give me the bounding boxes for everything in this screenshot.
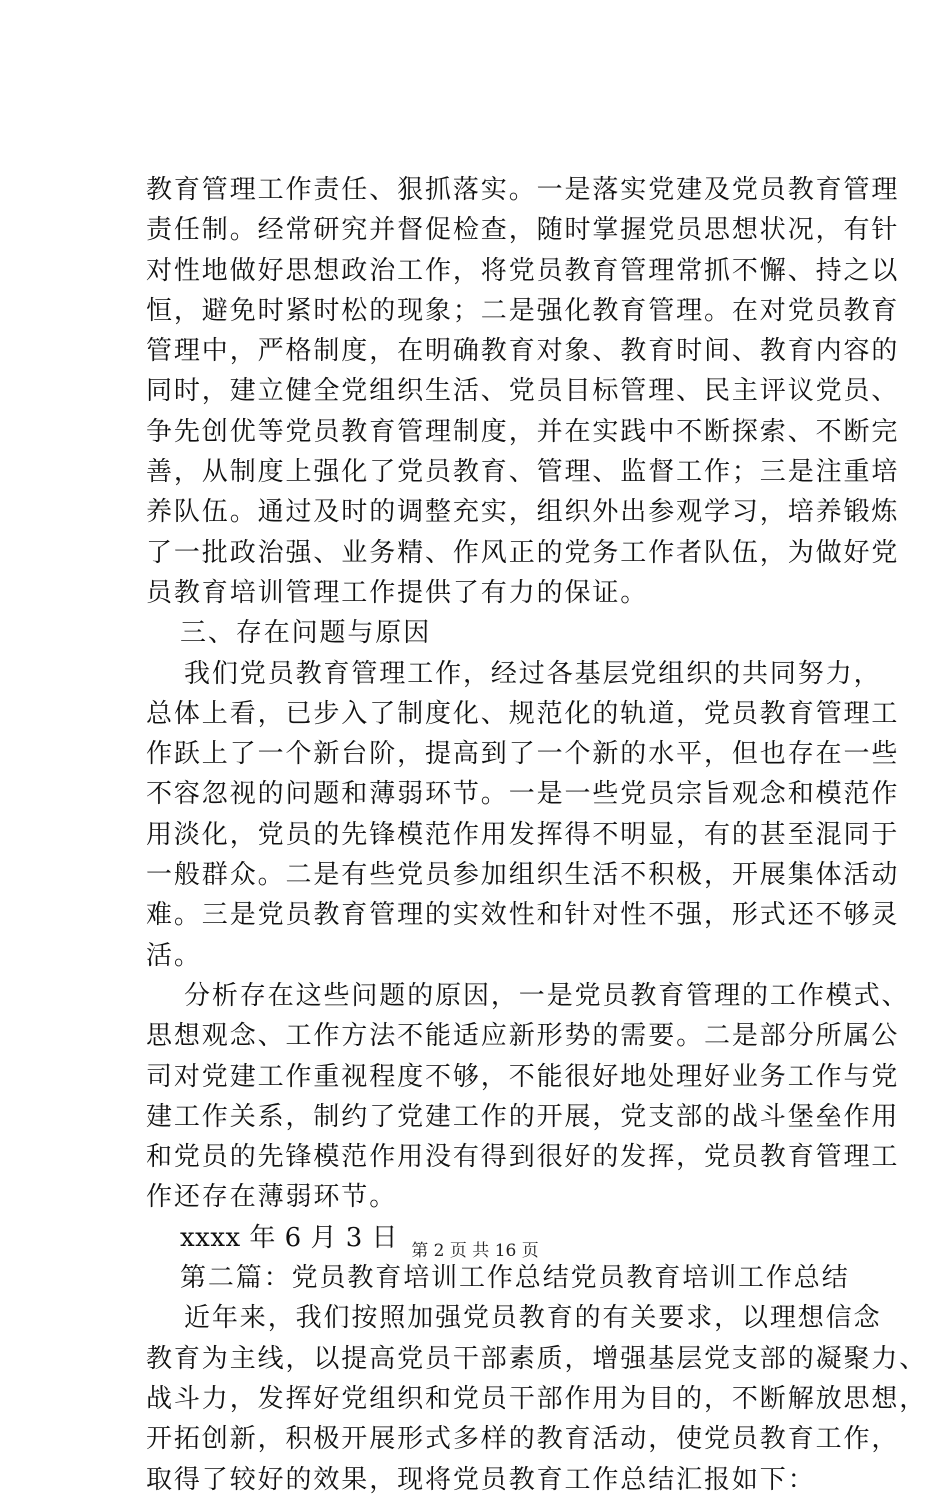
text-line: 总体上看，已步入了制度化、规范化的轨道，党员教育管理工 (146, 698, 900, 729)
text-line: 对性地做好思想政治工作，将党员教育管理常抓不懈、持之以 (146, 255, 900, 286)
text-line: 近年来，我们按照加强党员教育的有关要求，以理想信念 (184, 1303, 882, 1334)
text-line: 教育管理工作责任、狠抓落实。一是落实党建及党员教育管理 (146, 175, 900, 205)
text-line: 善，从制度上强化了党员教育、管理、监督工作；三是注重培 (146, 457, 900, 488)
text-line: 同时，建立健全党组织生活、党员目标管理、民主评议党员、 (146, 376, 900, 407)
text-line: 战斗力，发挥好党组织和党员干部作用为目的，不断解放思想， (146, 1383, 928, 1414)
text-line: 恒，避免时紧时松的现象；二是强化教育管理。在对党员教育 (146, 295, 900, 326)
document-body (146, 170, 928, 1500)
part-two-heading (146, 1258, 850, 1298)
text-line: 责任制。经常研究并督促检查，随时掌握党员思想状况，有针 (146, 215, 900, 246)
paragraph-problems (146, 654, 900, 976)
text-line: 用淡化，党员的先锋模范作用发挥得不明显，有的甚至混同于 (146, 819, 900, 850)
text-line: 争先创优等党员教育管理制度，并在实践中不断探索、不断完 (146, 416, 900, 447)
text-line: 分析存在这些问题的原因，一是党员教育管理的工作模式、 (184, 980, 910, 1011)
text-line: 了一批政治强、业务精、作风正的党务工作者队伍，为做好党 (146, 537, 900, 568)
date-text: xxxx 年 6 月 3 日 (180, 1222, 399, 1253)
paragraph-causes (146, 976, 910, 1218)
text-line: 作还存在薄弱环节。 (146, 1182, 398, 1213)
page-footer (0, 1240, 950, 1262)
text-line: 一般群众。二是有些党员参加组织生活不积极，开展集体活动 (146, 860, 900, 891)
text-line: 活。 (146, 940, 202, 971)
paragraph-intro (146, 1298, 928, 1499)
page-number: 第 2 页 共 16 页 (411, 1241, 539, 1261)
paragraph-continuation (146, 170, 900, 613)
text-line: 开拓创新，积极开展形式多样的教育活动，使党员教育工作， (146, 1424, 900, 1455)
text-line: 管理中，严格制度，在明确教育对象、教育时间、教育内容的 (146, 336, 900, 367)
text-line: 作跃上了一个新台阶，提高到了一个新的水平，但也存在一些 (146, 739, 900, 770)
text-line: 不容忽视的问题和薄弱环节。一是一些党员宗旨观念和模范作 (146, 779, 900, 810)
text-line: 难。三是党员教育管理的实效性和针对性不强，形式还不够灵 (146, 900, 900, 931)
text-line: 养队伍。通过及时的调整充实，组织外出参观学习，培养锻炼 (146, 497, 900, 528)
heading-text: 第二篇：党员教育培训工作总结党员教育培训工作总结 (180, 1263, 850, 1294)
text-line: 员教育培训管理工作提供了有力的保证。 (146, 577, 649, 608)
text-line: 建工作关系，制约了党建工作的开展，党支部的战斗堡垒作用 (146, 1101, 900, 1132)
text-line: 和党员的先锋模范作用没有得到很好的发挥，党员教育管理工 (146, 1142, 900, 1173)
text-line: 司对党建工作重视程度不够，不能很好地处理好业务工作与党 (146, 1061, 900, 1092)
text-line: 我们党员教育管理工作，经过各基层党组织的共同努力， (184, 658, 882, 689)
text-line: 取得了较好的效果，现将党员教育工作总结汇报如下： (146, 1464, 816, 1495)
text-line: 教育为主线，以提高党员干部素质，增强基层党支部的凝聚力、 (146, 1343, 928, 1374)
heading-text: 三、存在问题与原因 (180, 618, 432, 649)
section-heading (146, 613, 836, 653)
text-line: 思想观念、工作方法不能适应新形势的需要。二是部分所属公 (146, 1021, 900, 1052)
